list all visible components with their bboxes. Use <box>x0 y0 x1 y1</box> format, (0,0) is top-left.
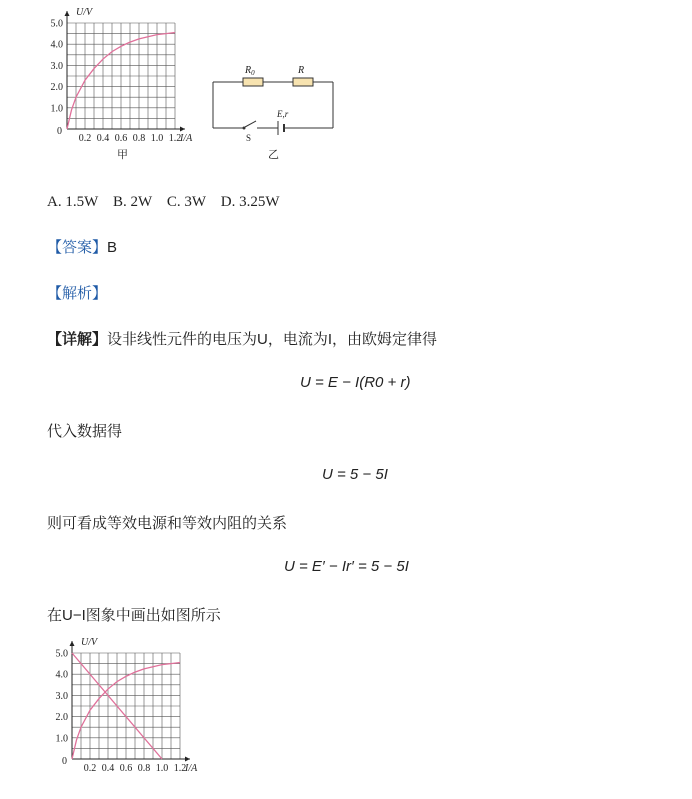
source-label: E,r <box>277 109 289 119</box>
y-axis-arrow-icon <box>70 641 75 646</box>
x-tick-label: 1.2 <box>173 763 187 774</box>
analysis-bracket: 【解析】 <box>47 285 108 302</box>
figure-yi-caption: 乙 <box>268 149 279 161</box>
figure-jia-caption: 甲 <box>117 149 128 161</box>
figure-jia-chart <box>30 2 210 162</box>
plot-text: 在U−I图象中画出如图所示 <box>47 607 221 624</box>
x-tick-label: 0.6 <box>119 763 133 774</box>
x-tick-label: 0.6 <box>114 133 128 144</box>
resistor-r <box>293 78 313 86</box>
analysis-chart <box>30 632 220 792</box>
x-axis-arrow-icon <box>180 127 185 132</box>
y-tick-label: 3.0 <box>55 690 68 702</box>
equivalent-text: 则可看成等效电源和等效内阻的关系 <box>47 515 288 532</box>
y-tick-label: 5.0 <box>50 18 63 30</box>
resistor-r0 <box>243 78 263 86</box>
origin-label: 0 <box>57 126 62 137</box>
y-tick-label: 5.0 <box>55 648 68 660</box>
r-label: R <box>298 65 305 76</box>
x-axis-label: I/A <box>180 133 193 144</box>
x-tick-label: 1.0 <box>155 763 169 774</box>
r0-label: $R_0$ <box>245 65 255 77</box>
detail-bracket: 【详解】 <box>47 331 108 348</box>
answer-line <box>47 236 117 257</box>
x-tick-label: 0.8 <box>137 763 151 774</box>
x-tick-label: 0.2 <box>83 763 97 774</box>
y-tick-label: 1.0 <box>55 733 68 745</box>
equation-3: U = E′ − Ir′ = 5 − 5I <box>284 558 409 575</box>
x-axis-label: I/A <box>185 763 198 774</box>
y-tick-label: 2.0 <box>55 712 68 724</box>
origin-label: 0 <box>62 756 67 767</box>
x-tick-label: 0.8 <box>132 133 146 144</box>
answer-bracket: 【答案】 <box>47 239 108 256</box>
y-tick-label: 3.0 <box>50 60 63 72</box>
substitute-text: 代入数据得 <box>47 423 123 440</box>
x-tick-label: 0.4 <box>96 133 110 144</box>
equation-1: U = E − I(R0 + r) <box>300 374 411 391</box>
detail-line <box>47 328 437 349</box>
x-tick-label: 1.2 <box>168 133 182 144</box>
analysis-line <box>47 282 107 303</box>
answer-choices: A. 1.5W B. 2W C. 3W D. 3.25W <box>47 194 280 210</box>
y-tick-label: 4.0 <box>55 669 68 681</box>
switch-icon <box>245 121 256 127</box>
x-tick-label: 1.0 <box>150 133 164 144</box>
equation-2: U = 5 − 5I <box>322 466 388 483</box>
y-tick-label: 2.0 <box>50 82 63 94</box>
y-axis-label: U/V <box>81 637 98 648</box>
y-tick-label: 1.0 <box>50 103 63 115</box>
y-tick-label: 4.0 <box>50 39 63 51</box>
x-tick-label: 0.4 <box>101 763 115 774</box>
answer-value: B <box>107 239 118 256</box>
switch-label: S <box>246 133 252 143</box>
x-axis-arrow-icon <box>185 757 190 762</box>
y-axis-arrow-icon <box>65 11 70 16</box>
detail-text: 设非线性元件的电压为U，电流为I，由欧姆定律得 <box>107 331 438 348</box>
y-axis-label: U/V <box>76 7 93 18</box>
x-tick-label: 0.2 <box>78 133 92 144</box>
